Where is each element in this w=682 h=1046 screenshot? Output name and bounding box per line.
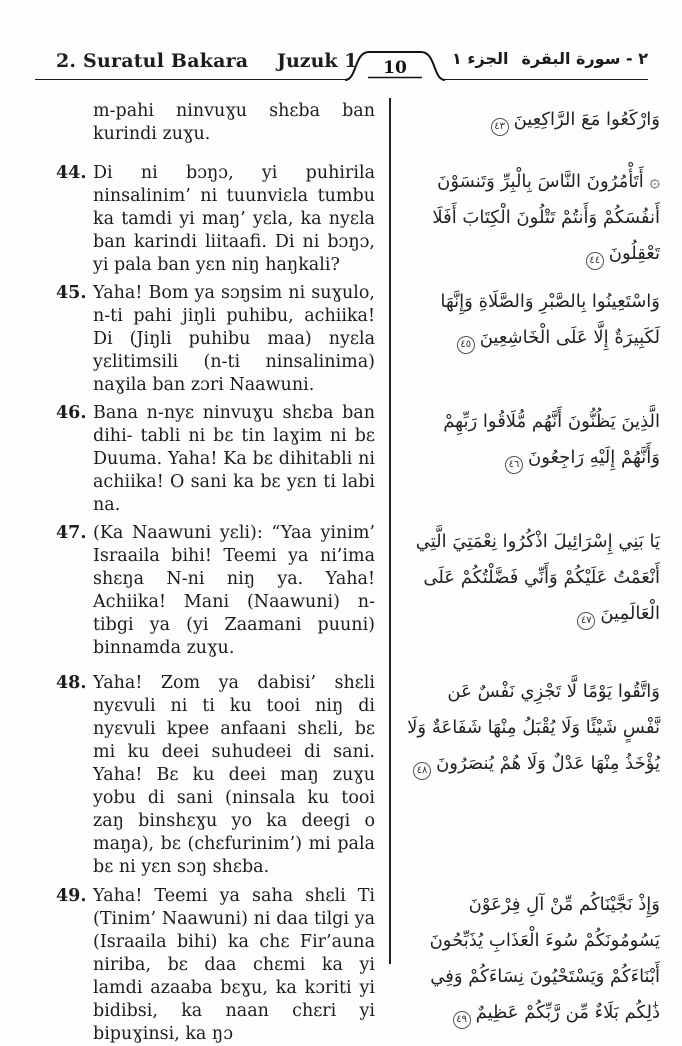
- surah-title-latin: 2. Suratul Bakara: [56, 50, 249, 72]
- verse-arabic-text: [405, 402, 660, 476]
- verse-number: 46.: [56, 403, 87, 423]
- arabic-ayah: وَإِذْ نَجَّيْنَاكُم مِّنْ آلِ فِرْعَوْنَ يَسُومُونَكُمْ سُوءَ الْعَذَابِ يُذَبِّحُونَ أَبْنَاءَكُمْ وَيَسْتَحْيُونَ نِسَاءَكُمْ وَفِي ذَٰلِكُم بَلَاءٌ مِّن رَّبِّكُمْ عَظِيمٌ: [429, 894, 660, 1023]
- verse-row-49: [56, 885, 660, 1046]
- verse-arabic-text: [405, 885, 660, 1031]
- arabic-ayah: ۞ أَتَأْمُرُونَ النَّاسَ بِالْبِرِّ وَتَنسَوْنَ أَنفُسَكُمْ وَأَنتُمْ تَتْلُونَ الْكِتَابَ أَفَلَا تَعْقِلُونَ: [432, 171, 660, 264]
- ayah-end-marker: ٤٦: [505, 456, 523, 474]
- verse-row-43: [56, 100, 660, 146]
- verse-arabic-text: [405, 100, 660, 138]
- arabic-ayah: الَّذِينَ يَظُنُّونَ أَنَّهُم مُّلَاقُوا رَبِّهِمْ وَأَنَّهُمْ إِلَيْهِ رَاجِعُونَ: [443, 411, 660, 468]
- ayah-end-marker: ٤٧: [577, 612, 595, 630]
- verse-row-44: [56, 162, 660, 277]
- ayah-end-marker: ٤٤: [586, 252, 604, 270]
- verse-arabic-text: [405, 672, 660, 782]
- page-number-tab: [343, 49, 447, 81]
- verse-row-48: [56, 672, 660, 879]
- verse-translation: Yaha! Teemi ya saha shɛli Ti (Tinim’ Naawuni) ni daa tilgi ya (Israaila bihi) ka chɛ Fir’auna niriba, bɛ daa chɛmi ka yi lamdi azaaba bɛɣu, ka kɔriti yi bidibsi, ka naan chɛri yi bipuɣinsi, ka ŋɔ: [93, 886, 375, 1044]
- verse-number: 49.: [56, 886, 87, 906]
- verse-arabic-text: [405, 282, 660, 356]
- verse-translation: Yaha! Bom ya sɔŋsim ni suɣulo, n-ti pahi jiŋli puhibu, achiika! Di (Jiŋli puhibu maa) nyɛla yɛlitimsili (n-ti ninsalinima) naɣila ban zɔri Naawuni.: [93, 283, 375, 395]
- arabic-ayah: وَاسْتَعِينُوا بِالصَّبْرِ وَالصَّلَاةِ وَإِنَّهَا لَكَبِيرَةٌ إِلَّا عَلَى الْخَاشِعِينَ: [440, 291, 660, 348]
- juzuk-label-latin: Juzuk 1: [277, 50, 358, 72]
- page-number: 10: [383, 58, 407, 78]
- page-header: [0, 0, 682, 82]
- arabic-ayah: وَارْكَعُوا مَعَ الرَّاكِعِينَ: [513, 109, 660, 130]
- verse-translation: Di ni bɔŋɔ, yi puhirila ninsalinim’ ni tuunviɛla tumbu ka tamdi yi maŋ’ yɛla, ka nyɛla ban karindi liitaafi. Di ni bɔŋɔ, yi pala ban yɛn niŋ haŋkali?: [93, 163, 375, 275]
- verse-number: [56, 100, 93, 101]
- verse-row-45: [56, 282, 660, 397]
- ayah-end-marker: ٤٣: [491, 118, 509, 136]
- verse-translation: Bana n-nyɛ ninvuɣu shɛba ban dihi- tabli ni bɛ tin laɣim ni bɛ Duuma. Yaha! Ka bɛ dihitabli ni achiika! O sani ka bɛ yɛn ti labi na.: [93, 403, 375, 515]
- arabic-ayah: وَاتَّقُوا يَوْمًا لَّا تَجْزِي نَفْسٌ عَن نَّفْسٍ شَيْئًا وَلَا يُقْبَلُ مِنْهَا شَفَاعَةٌ وَلَا يُؤْخَذُ مِنْهَا عَدْلٌ وَلَا هُمْ يُنصَرُونَ: [407, 681, 660, 774]
- ayah-end-marker: ٤٥: [457, 336, 475, 354]
- ayah-end-marker: ٤٩: [453, 1011, 471, 1029]
- verse-number: 45.: [56, 283, 87, 303]
- verse-translation: Yaha! Zom ya dabisi’ shɛli nyɛvuli ni ti ku tooi niŋ di nyɛvuli kpee anfaani shɛli, bɛ mi ku deei suhudeei di sani. Yaha! Bɛ ku deei maŋ zuɣu yobu di sani (ninsala ku tooi zaŋ binshɛɣu yo ka deegi o maŋa), bɛ (chɛfurinim’) mi pala bɛ ni yɛn sɔŋ shɛba.: [93, 673, 375, 877]
- verse-translation: m-pahi ninvuɣu shɛba ban kurindi zuɣu.: [93, 101, 375, 144]
- juz-label-arabic: الجزء ١: [452, 49, 509, 68]
- verse-row-46: [56, 402, 660, 517]
- verse-row-47: [56, 522, 660, 660]
- ayah-end-marker: ٤٨: [413, 762, 431, 780]
- header-rule: [35, 79, 648, 80]
- column-divider: [389, 98, 391, 964]
- page-body: [56, 100, 660, 1046]
- verse-translation: (Ka Naawuni yɛli): “Yaa yinim’ Israaila bihi! Teemi ya ni’ima shɛŋa N-ni niŋ ya. Yaha! Achiika! Mani (Naawuni) n-tibgi ya (yi Zaamani puuni) binnamda zuɣu.: [93, 523, 375, 658]
- surah-title-arabic: ٢ - سورة البقرة: [521, 49, 648, 68]
- verse-number: 47.: [56, 523, 87, 543]
- arabic-ayah: يَا بَنِي إِسْرَائِيلَ اذْكُرُوا نِعْمَتِيَ الَّتِي أَنْعَمْتُ عَلَيْكُمْ وَأَنِّي فَضَّلْتُكُمْ عَلَى الْعَالَمِينَ: [415, 531, 660, 624]
- verse-number: 44.: [56, 163, 87, 183]
- verse-arabic-text: [405, 162, 660, 272]
- verse-number: 48.: [56, 673, 87, 693]
- verse-arabic-text: [405, 522, 660, 632]
